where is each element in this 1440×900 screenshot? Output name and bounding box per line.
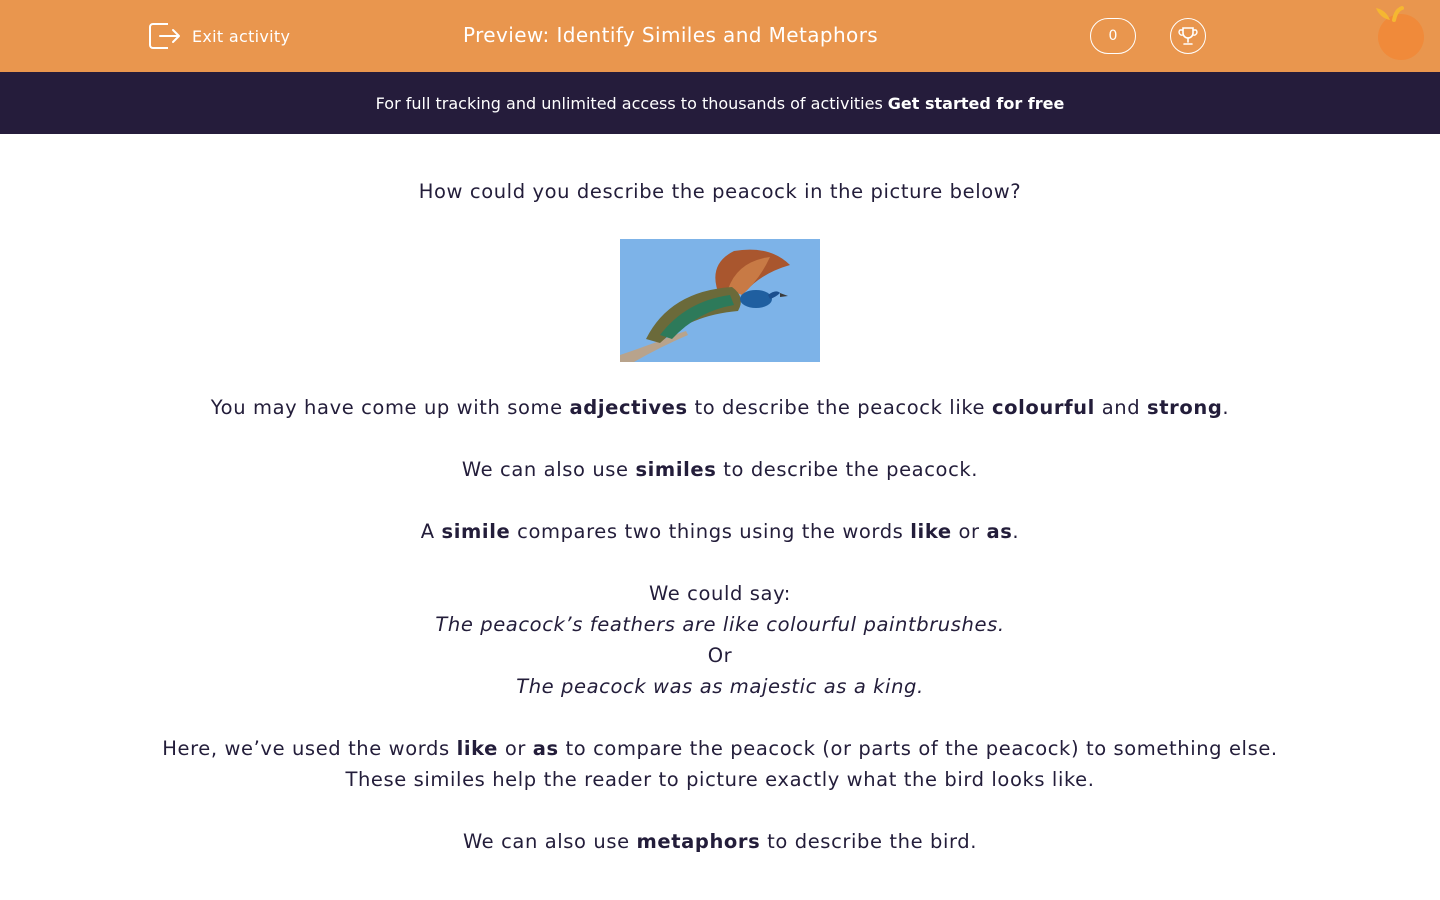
exit-icon [148, 21, 182, 51]
or-text: Or [707, 644, 733, 667]
top-bar [0, 0, 1440, 72]
exit-activity-button[interactable] [148, 20, 290, 52]
page-title: Preview: Identify Similes and Metaphors [463, 23, 879, 47]
exit-activity-label: Exit activity [192, 26, 291, 46]
score-badge: 0 [1090, 18, 1136, 54]
banner-text: For full tracking and unlimited access to thousands of activities [375, 93, 883, 113]
similes-paragraph: We can also use similes to describe the peacock. [461, 458, 979, 481]
reader-paragraph: These similes help the reader to picture exactly what the bird looks like. [345, 768, 1095, 791]
question-text: How could you describe the peacock in the picture below? [418, 180, 1022, 203]
simile-definition: A simile compares two things using the words like or as. [420, 520, 1020, 543]
metaphors-paragraph: We can also use metaphors to describe the bird. [462, 830, 978, 853]
examples-intro: We could say: [649, 582, 791, 605]
trophy-icon [1177, 25, 1199, 47]
simile-example-1: The peacock’s feathers are like colourful paintbrushes. [435, 613, 1005, 636]
adjectives-paragraph: You may have come up with some adjectives to describe the peacock like colourful and strong. [210, 396, 1230, 419]
activity-content [160, 176, 1280, 857]
logo-icon [1372, 4, 1430, 62]
explanation-paragraph: Here, we’ve used the words like or as to compare the peacock (or parts of the peacock) to something else. [162, 737, 1278, 760]
promo-banner [0, 72, 1440, 134]
simile-example-2: The peacock was as majestic as a king. [516, 675, 924, 698]
trophy-button[interactable] [1170, 18, 1206, 54]
get-started-link[interactable]: Get started for free [887, 93, 1065, 113]
peacock-image [620, 239, 820, 362]
